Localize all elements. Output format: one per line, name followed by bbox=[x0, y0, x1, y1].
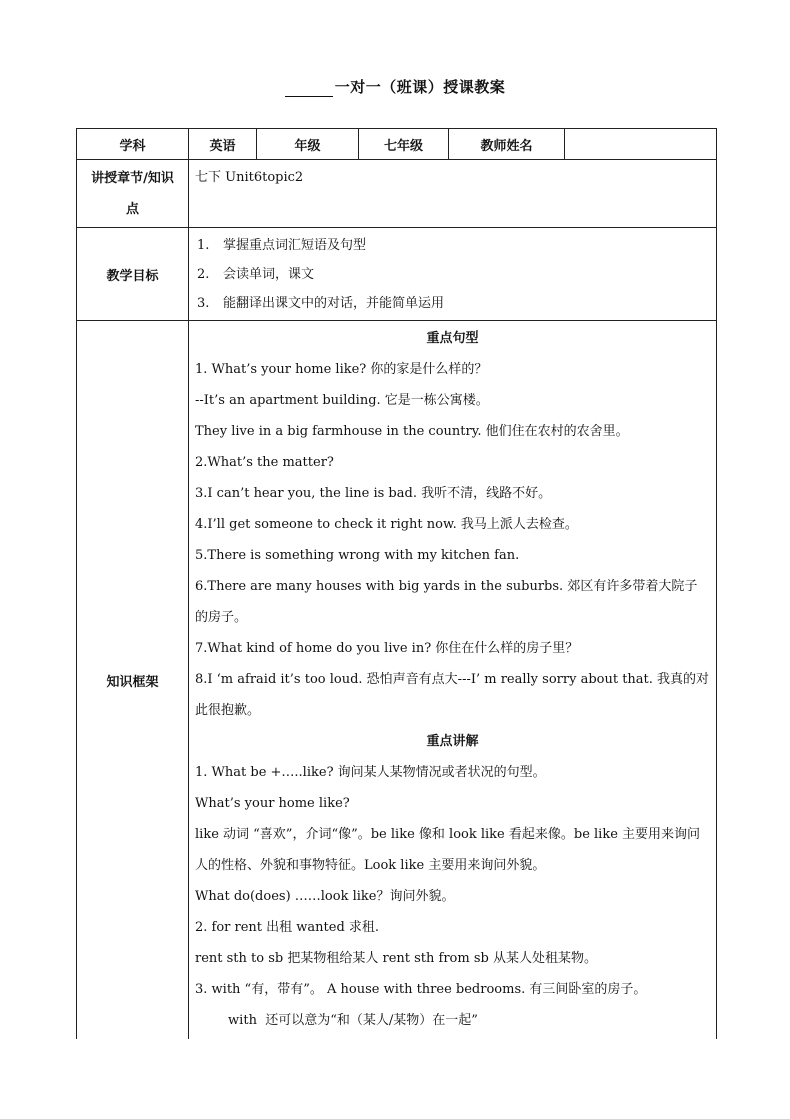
explanation-line: like 动词 “喜欢”，介词“像”。be like 像和 look like 看起来像。be like 主要用来询问人的性格、外貌和事物特征。Look like 主要用来询问外貌。 bbox=[195, 827, 701, 873]
sentence-line: 1. What’s your home like? 你的家是什么样的？ bbox=[195, 362, 488, 377]
sentence-line: 4.I’ll get someone to check it right now. 我马上派人去检查。 bbox=[195, 517, 578, 532]
sentence-line: --It’s an apartment building. 它是一栋公寓楼。 bbox=[195, 393, 489, 408]
chapter-label-line2: 点 bbox=[125, 201, 139, 217]
sentence-line: 3.I can’t hear you, the line is bad. 我听不清，线路不好。 bbox=[195, 486, 552, 501]
sentence-line: 2.What’s the matter? bbox=[195, 455, 334, 470]
framework-label: 知识框架 bbox=[77, 321, 189, 1040]
section-title-explanations: 重点讲解 bbox=[426, 734, 479, 749]
explanation-line: 2. for rent 出租 wanted 求租. bbox=[195, 920, 380, 935]
goal-item: 1. 掌握重点词汇短语及句型 bbox=[197, 238, 367, 253]
chapter-value: 七下 Unit6topic2 bbox=[189, 160, 717, 228]
grade-value: 七年级 bbox=[359, 129, 449, 160]
sentence-line: 7.What kind of home do you live in? 你住在什么样的房子里？ bbox=[195, 641, 579, 656]
goals-row bbox=[77, 228, 717, 321]
explanation-line: What’s your home like? bbox=[195, 796, 350, 811]
goals-label: 教学目标 bbox=[77, 228, 189, 321]
page-title bbox=[0, 76, 790, 97]
explanation-line: What do(does) ……look like？询问外貌。 bbox=[195, 889, 455, 904]
goal-item: 3. 能翻译出课文中的对话，并能简单运用 bbox=[197, 296, 445, 311]
title-blank bbox=[285, 82, 333, 97]
goals-list bbox=[189, 228, 717, 321]
title-text: 一对一（班课）授课教案 bbox=[334, 78, 506, 96]
subject-value: 英语 bbox=[189, 129, 257, 160]
sentence-line: They live in a big farmhouse in the country. 他们住在农村的农舍里。 bbox=[195, 424, 629, 439]
framework-row bbox=[77, 321, 717, 1040]
chapter-label-line1: 讲授章节/知识 bbox=[91, 170, 174, 186]
teacher-value bbox=[565, 129, 717, 160]
subject-label: 学科 bbox=[77, 129, 189, 160]
sentence-line: 8.I ‘m afraid it’s too loud. 恐怕声音有点大---I’ m really sorry about that. 我真的对此很抱歉。 bbox=[195, 672, 710, 718]
lesson-plan-table bbox=[76, 128, 717, 1039]
goal-item: 2. 会读单词，课文 bbox=[197, 267, 315, 282]
header-row bbox=[77, 129, 717, 160]
explanation-line: 3. with “有，带有”。 A house with three bedrooms. 有三间卧室的房子。 bbox=[195, 982, 647, 997]
chapter-label bbox=[77, 160, 189, 228]
chapter-row bbox=[77, 160, 717, 228]
teacher-label: 教师姓名 bbox=[449, 129, 565, 160]
sentence-line: 5.There is something wrong with my kitchen fan. bbox=[195, 548, 520, 563]
sentence-line: 6.There are many houses with big yards in the suburbs. 郊区有许多带着大院子的房子。 bbox=[195, 579, 698, 625]
framework-content bbox=[189, 321, 717, 1040]
explanation-line: 1. What be +…..like? 询问某人某物情况或者状况的句型。 bbox=[195, 765, 546, 780]
explanation-line: with 还可以意为“和（某人/某物）在一起” bbox=[195, 1013, 478, 1028]
explanation-line: rent sth to sb 把某物租给某人 rent sth from sb 从某人处租某物。 bbox=[195, 951, 597, 966]
section-title-sentences: 重点句型 bbox=[426, 331, 479, 346]
grade-label: 年级 bbox=[257, 129, 359, 160]
